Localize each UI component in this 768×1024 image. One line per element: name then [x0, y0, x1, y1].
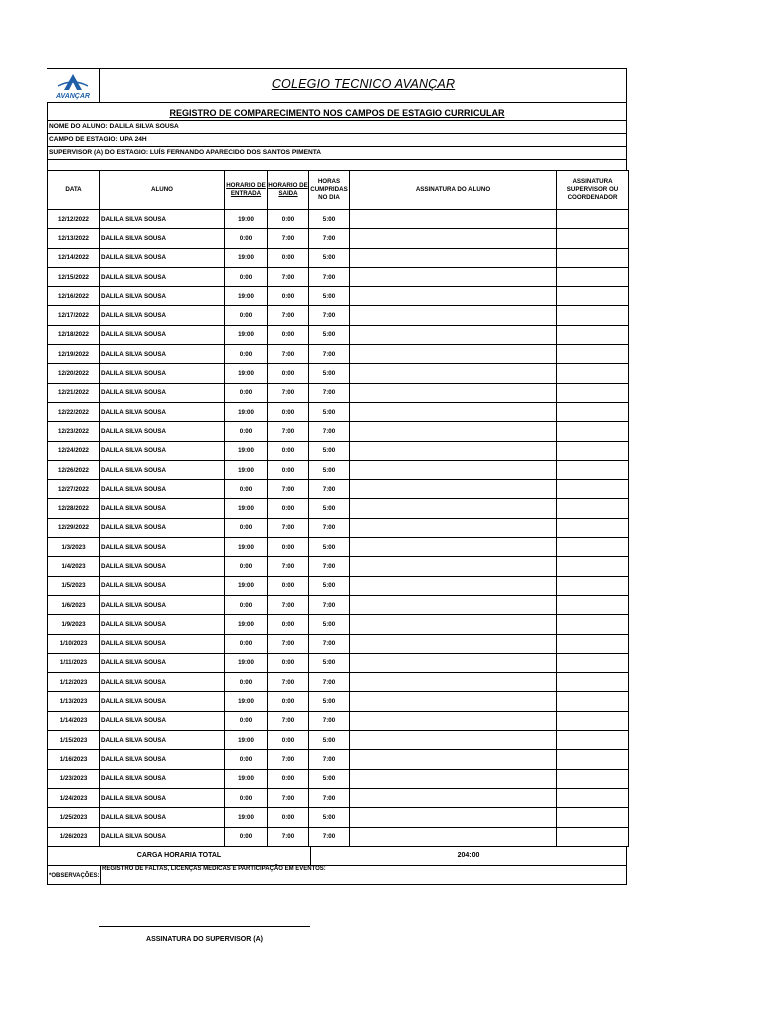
cell-assinatura-supervisor[interactable] — [557, 287, 629, 306]
cell-aluno: DALILA SILVA SOUSA — [100, 827, 225, 846]
cell-aluno: DALILA SILVA SOUSA — [100, 229, 225, 248]
cell-assinatura-aluno[interactable] — [350, 538, 557, 557]
cell-assinatura-supervisor[interactable] — [557, 306, 629, 325]
cell-entrada: 0:00 — [225, 267, 268, 286]
cell-data: 1/12/2023 — [48, 673, 100, 692]
cell-data: 1/6/2023 — [48, 595, 100, 614]
cell-saida: 0:00 — [268, 364, 309, 383]
cell-horas: 5:00 — [309, 402, 350, 421]
logo-text: AVANÇAR — [56, 93, 90, 100]
cell-data: 12/18/2022 — [48, 325, 100, 344]
col-header-saida: HORARIO DE SAIDA — [268, 171, 309, 210]
cell-aluno: DALILA SILVA SOUSA — [100, 480, 225, 499]
cell-assinatura-aluno[interactable] — [350, 673, 557, 692]
cell-assinatura-supervisor[interactable] — [557, 595, 629, 614]
cell-entrada: 0:00 — [225, 422, 268, 441]
cell-entrada: 0:00 — [225, 711, 268, 730]
table-row — [48, 538, 629, 557]
table-row — [48, 653, 629, 672]
supervisor-row: SUPERVISOR (A) DO ESTAGIO: LUÍS FERNANDO APARECIDO DOS SANTOS PIMENTA — [47, 146, 627, 159]
cell-entrada: 0:00 — [225, 518, 268, 537]
table-row — [48, 480, 629, 499]
cell-assinatura-supervisor[interactable] — [557, 634, 629, 653]
cell-assinatura-aluno[interactable] — [350, 441, 557, 460]
cell-horas: 5:00 — [309, 731, 350, 750]
cell-assinatura-supervisor[interactable] — [557, 673, 629, 692]
cell-assinatura-supervisor[interactable] — [557, 557, 629, 576]
cell-horas: 7:00 — [309, 518, 350, 537]
cell-aluno: DALILA SILVA SOUSA — [100, 345, 225, 364]
spacer-row — [47, 159, 627, 170]
cell-data: 1/4/2023 — [48, 557, 100, 576]
cell-entrada: 0:00 — [225, 557, 268, 576]
cell-assinatura-aluno[interactable] — [350, 769, 557, 788]
table-row — [48, 499, 629, 518]
table-row — [48, 441, 629, 460]
cell-horas: 5:00 — [309, 692, 350, 711]
cell-assinatura-aluno[interactable] — [350, 731, 557, 750]
cell-assinatura-aluno[interactable] — [350, 287, 557, 306]
cell-assinatura-aluno[interactable] — [350, 692, 557, 711]
cell-saida: 7:00 — [268, 345, 309, 364]
table-row — [48, 287, 629, 306]
internship-field-row: CAMPO DE ESTAGIO: UPA 24H — [47, 133, 627, 146]
cell-data: 1/5/2023 — [48, 576, 100, 595]
cell-aluno: DALILA SILVA SOUSA — [100, 673, 225, 692]
cell-assinatura-supervisor[interactable] — [557, 480, 629, 499]
cell-assinatura-supervisor[interactable] — [557, 325, 629, 344]
cell-saida: 0:00 — [268, 538, 309, 557]
cell-assinatura-aluno[interactable] — [350, 402, 557, 421]
cell-aluno: DALILA SILVA SOUSA — [100, 383, 225, 402]
cell-data: 12/15/2022 — [48, 267, 100, 286]
cell-entrada: 19:00 — [225, 538, 268, 557]
sheet-header — [47, 68, 627, 102]
cell-assinatura-aluno[interactable] — [350, 364, 557, 383]
attendance-sheet — [47, 68, 627, 885]
cell-entrada: 19:00 — [225, 287, 268, 306]
cell-data: 1/24/2023 — [48, 788, 100, 807]
cell-entrada: 19:00 — [225, 653, 268, 672]
cell-aluno: DALILA SILVA SOUSA — [100, 692, 225, 711]
cell-data: 1/16/2023 — [48, 750, 100, 769]
cell-entrada: 19:00 — [225, 499, 268, 518]
cell-horas: 5:00 — [309, 576, 350, 595]
cell-saida: 7:00 — [268, 557, 309, 576]
cell-aluno: DALILA SILVA SOUSA — [100, 557, 225, 576]
cell-assinatura-aluno[interactable] — [350, 653, 557, 672]
table-row — [48, 576, 629, 595]
school-logo — [47, 68, 99, 102]
cell-assinatura-supervisor[interactable] — [557, 460, 629, 479]
cell-entrada: 0:00 — [225, 673, 268, 692]
table-row — [48, 673, 629, 692]
cell-entrada: 0:00 — [225, 634, 268, 653]
cell-assinatura-aluno[interactable] — [350, 576, 557, 595]
cell-aluno: DALILA SILVA SOUSA — [100, 306, 225, 325]
col-header-data: DATA — [48, 171, 100, 210]
cell-horas: 7:00 — [309, 557, 350, 576]
cell-saida: 0:00 — [268, 499, 309, 518]
cell-assinatura-aluno[interactable] — [350, 827, 557, 846]
cell-assinatura-supervisor[interactable] — [557, 499, 629, 518]
cell-aluno: DALILA SILVA SOUSA — [100, 788, 225, 807]
cell-data: 1/14/2023 — [48, 711, 100, 730]
cell-aluno: DALILA SILVA SOUSA — [100, 653, 225, 672]
cell-data: 1/15/2023 — [48, 731, 100, 750]
cell-assinatura-supervisor[interactable] — [557, 827, 629, 846]
cell-aluno: DALILA SILVA SOUSA — [100, 769, 225, 788]
cell-assinatura-supervisor[interactable] — [557, 402, 629, 421]
cell-assinatura-aluno[interactable] — [350, 634, 557, 653]
cell-assinatura-supervisor[interactable] — [557, 518, 629, 537]
table-header-row — [48, 171, 629, 210]
cell-saida: 7:00 — [268, 634, 309, 653]
cell-assinatura-supervisor[interactable] — [557, 615, 629, 634]
school-title: COLEGIO TECNICO AVANÇAR — [271, 77, 456, 91]
cell-assinatura-supervisor[interactable] — [557, 576, 629, 595]
cell-saida: 0:00 — [268, 653, 309, 672]
table-row — [48, 248, 629, 267]
cell-horas: 7:00 — [309, 229, 350, 248]
cell-data: 12/24/2022 — [48, 441, 100, 460]
cell-horas: 7:00 — [309, 827, 350, 846]
cell-entrada: 19:00 — [225, 441, 268, 460]
cell-entrada: 0:00 — [225, 229, 268, 248]
cell-saida: 0:00 — [268, 576, 309, 595]
observations-label: *OBSERVAÇÕES: — [48, 866, 101, 884]
cell-assinatura-aluno[interactable] — [350, 267, 557, 286]
cell-horas: 5:00 — [309, 210, 350, 229]
table-row — [48, 210, 629, 229]
cell-data: 1/23/2023 — [48, 769, 100, 788]
cell-data: 12/19/2022 — [48, 345, 100, 364]
table-row — [48, 306, 629, 325]
cell-aluno: DALILA SILVA SOUSA — [100, 441, 225, 460]
cell-saida: 0:00 — [268, 441, 309, 460]
cell-assinatura-supervisor[interactable] — [557, 364, 629, 383]
cell-entrada: 0:00 — [225, 383, 268, 402]
cell-horas: 5:00 — [309, 769, 350, 788]
cell-assinatura-aluno[interactable] — [350, 422, 557, 441]
cell-assinatura-supervisor[interactable] — [557, 441, 629, 460]
cell-saida: 0:00 — [268, 325, 309, 344]
cell-aluno: DALILA SILVA SOUSA — [100, 538, 225, 557]
cell-assinatura-aluno[interactable] — [350, 248, 557, 267]
table-row — [48, 402, 629, 421]
cell-assinatura-aluno[interactable] — [350, 595, 557, 614]
cell-horas: 5:00 — [309, 460, 350, 479]
cell-horas: 5:00 — [309, 441, 350, 460]
cell-data: 12/21/2022 — [48, 383, 100, 402]
table-row — [48, 634, 629, 653]
cell-data: 12/16/2022 — [48, 287, 100, 306]
cell-entrada: 19:00 — [225, 808, 268, 827]
cell-saida: 0:00 — [268, 692, 309, 711]
cell-aluno: DALILA SILVA SOUSA — [100, 634, 225, 653]
table-row — [48, 460, 629, 479]
table-row — [48, 557, 629, 576]
table-row — [48, 769, 629, 788]
cell-assinatura-aluno[interactable] — [350, 460, 557, 479]
cell-saida: 7:00 — [268, 711, 309, 730]
cell-data: 1/26/2023 — [48, 827, 100, 846]
cell-assinatura-supervisor[interactable] — [557, 788, 629, 807]
cell-data: 1/25/2023 — [48, 808, 100, 827]
cell-saida: 0:00 — [268, 769, 309, 788]
cell-aluno: DALILA SILVA SOUSA — [100, 750, 225, 769]
cell-assinatura-supervisor[interactable] — [557, 538, 629, 557]
cell-saida: 7:00 — [268, 267, 309, 286]
table-row — [48, 364, 629, 383]
cell-aluno: DALILA SILVA SOUSA — [100, 595, 225, 614]
cell-aluno: DALILA SILVA SOUSA — [100, 402, 225, 421]
col-header-horas: HORAS CUMPRIDAS NO DIA — [309, 171, 350, 210]
cell-horas: 7:00 — [309, 306, 350, 325]
cell-assinatura-aluno[interactable] — [350, 615, 557, 634]
cell-aluno: DALILA SILVA SOUSA — [100, 210, 225, 229]
attendance-rows — [48, 210, 629, 847]
cell-assinatura-aluno[interactable] — [350, 518, 557, 537]
cell-horas: 5:00 — [309, 364, 350, 383]
cell-saida: 7:00 — [268, 750, 309, 769]
cell-horas: 7:00 — [309, 788, 350, 807]
cell-horas: 5:00 — [309, 325, 350, 344]
signature-line — [99, 926, 310, 927]
cell-data: 1/10/2023 — [48, 634, 100, 653]
cell-data: 1/11/2023 — [48, 653, 100, 672]
cell-assinatura-supervisor[interactable] — [557, 769, 629, 788]
cell-data: 12/13/2022 — [48, 229, 100, 248]
cell-entrada: 19:00 — [225, 692, 268, 711]
cell-saida: 0:00 — [268, 248, 309, 267]
total-label: CARGA HORARIA TOTAL — [48, 847, 311, 865]
table-row — [48, 422, 629, 441]
cell-assinatura-aluno[interactable] — [350, 210, 557, 229]
cell-horas: 7:00 — [309, 345, 350, 364]
cell-horas: 5:00 — [309, 499, 350, 518]
cell-saida: 7:00 — [268, 383, 309, 402]
cell-entrada: 19:00 — [225, 248, 268, 267]
cell-assinatura-aluno[interactable] — [350, 711, 557, 730]
cell-assinatura-aluno[interactable] — [350, 345, 557, 364]
cell-assinatura-supervisor[interactable] — [557, 731, 629, 750]
cell-assinatura-aluno[interactable] — [350, 499, 557, 518]
cell-horas: 5:00 — [309, 287, 350, 306]
cell-saida: 0:00 — [268, 402, 309, 421]
cell-data: 12/23/2022 — [48, 422, 100, 441]
attendance-table — [47, 170, 629, 847]
cell-horas: 7:00 — [309, 422, 350, 441]
cell-horas: 5:00 — [309, 615, 350, 634]
cell-data: 1/13/2023 — [48, 692, 100, 711]
table-row — [48, 267, 629, 286]
cell-data: 12/29/2022 — [48, 518, 100, 537]
observations-text: REGISTRO DE FALTAS, LICENÇAS MEDICAS E PARTICIPAÇÃO EM EVENTOS: — [102, 865, 326, 872]
title-box — [99, 68, 627, 102]
table-row — [48, 615, 629, 634]
cell-aluno: DALILA SILVA SOUSA — [100, 325, 225, 344]
cell-assinatura-supervisor[interactable] — [557, 210, 629, 229]
cell-assinatura-aluno[interactable] — [350, 306, 557, 325]
table-row — [48, 711, 629, 730]
cell-assinatura-aluno[interactable] — [350, 557, 557, 576]
cell-entrada: 0:00 — [225, 750, 268, 769]
cell-horas: 7:00 — [309, 711, 350, 730]
cell-assinatura-supervisor[interactable] — [557, 750, 629, 769]
cell-horas: 7:00 — [309, 595, 350, 614]
cell-assinatura-supervisor[interactable] — [557, 808, 629, 827]
cell-aluno: DALILA SILVA SOUSA — [100, 422, 225, 441]
cell-entrada: 19:00 — [225, 769, 268, 788]
cell-entrada: 19:00 — [225, 402, 268, 421]
cell-aluno: DALILA SILVA SOUSA — [100, 711, 225, 730]
cell-saida: 7:00 — [268, 480, 309, 499]
cell-aluno: DALILA SILVA SOUSA — [100, 287, 225, 306]
cell-assinatura-aluno[interactable] — [350, 808, 557, 827]
cell-saida: 7:00 — [268, 306, 309, 325]
cell-aluno: DALILA SILVA SOUSA — [100, 615, 225, 634]
cell-horas: 5:00 — [309, 538, 350, 557]
table-row — [48, 229, 629, 248]
cell-assinatura-aluno[interactable] — [350, 383, 557, 402]
cell-entrada: 19:00 — [225, 325, 268, 344]
cell-horas: 7:00 — [309, 480, 350, 499]
col-header-assinatura-aluno: ASSINATURA DO ALUNO — [350, 171, 557, 210]
cell-entrada: 19:00 — [225, 210, 268, 229]
cell-horas: 5:00 — [309, 653, 350, 672]
cell-data: 1/3/2023 — [48, 538, 100, 557]
cell-data: 12/12/2022 — [48, 210, 100, 229]
cell-data: 12/14/2022 — [48, 248, 100, 267]
total-value: 204:00 — [457, 851, 480, 859]
cell-data: 12/22/2022 — [48, 402, 100, 421]
table-row — [48, 750, 629, 769]
cell-saida: 0:00 — [268, 460, 309, 479]
table-row — [48, 325, 629, 344]
cell-assinatura-supervisor[interactable] — [557, 422, 629, 441]
cell-horas: 7:00 — [309, 267, 350, 286]
cell-entrada: 0:00 — [225, 345, 268, 364]
cell-saida: 0:00 — [268, 808, 309, 827]
cell-assinatura-supervisor[interactable] — [557, 345, 629, 364]
cell-assinatura-supervisor[interactable] — [557, 711, 629, 730]
cell-assinatura-supervisor[interactable] — [557, 383, 629, 402]
cell-entrada: 0:00 — [225, 827, 268, 846]
cell-horas: 5:00 — [309, 808, 350, 827]
cell-entrada: 0:00 — [225, 788, 268, 807]
cell-aluno: DALILA SILVA SOUSA — [100, 460, 225, 479]
cell-saida: 7:00 — [268, 595, 309, 614]
table-row — [48, 383, 629, 402]
cell-entrada: 19:00 — [225, 460, 268, 479]
cell-assinatura-supervisor[interactable] — [557, 267, 629, 286]
cell-aluno: DALILA SILVA SOUSA — [100, 731, 225, 750]
cell-data: 12/28/2022 — [48, 499, 100, 518]
cell-saida: 0:00 — [268, 615, 309, 634]
table-row — [48, 345, 629, 364]
table-row — [48, 692, 629, 711]
cell-assinatura-aluno[interactable] — [350, 750, 557, 769]
cell-data: 12/17/2022 — [48, 306, 100, 325]
cell-aluno: DALILA SILVA SOUSA — [100, 518, 225, 537]
cell-saida: 7:00 — [268, 673, 309, 692]
cell-aluno: DALILA SILVA SOUSA — [100, 248, 225, 267]
table-row — [48, 518, 629, 537]
cell-entrada: 0:00 — [225, 306, 268, 325]
cell-data: 12/27/2022 — [48, 480, 100, 499]
cell-saida: 7:00 — [268, 788, 309, 807]
table-row — [48, 595, 629, 614]
cell-aluno: DALILA SILVA SOUSA — [100, 364, 225, 383]
cell-entrada: 19:00 — [225, 615, 268, 634]
cell-assinatura-supervisor[interactable] — [557, 653, 629, 672]
cell-horas: 7:00 — [309, 750, 350, 769]
registro-title: REGISTRO DE COMPARECIMENTO NOS CAMPOS DE ESTAGIO CURRICULAR — [47, 102, 627, 120]
cell-assinatura-supervisor[interactable] — [557, 229, 629, 248]
table-row — [48, 808, 629, 827]
cell-assinatura-aluno[interactable] — [350, 325, 557, 344]
cell-saida: 0:00 — [268, 210, 309, 229]
observations-row — [47, 866, 627, 885]
cell-assinatura-supervisor[interactable] — [557, 248, 629, 267]
cell-assinatura-aluno[interactable] — [350, 229, 557, 248]
cell-horas: 5:00 — [309, 248, 350, 267]
cell-horas: 7:00 — [309, 634, 350, 653]
cell-saida: 7:00 — [268, 422, 309, 441]
school-logo-icon — [47, 68, 99, 102]
col-header-entrada: HORARIO DE ENTRADA — [225, 171, 268, 210]
cell-assinatura-aluno[interactable] — [350, 480, 557, 499]
table-row — [48, 788, 629, 807]
cell-aluno: DALILA SILVA SOUSA — [100, 576, 225, 595]
cell-horas: 7:00 — [309, 383, 350, 402]
total-row — [47, 847, 627, 866]
cell-aluno: DALILA SILVA SOUSA — [100, 808, 225, 827]
col-header-assinatura-supervisor: ASSINATURA SUPERVISOR OU COORDENADOR — [557, 171, 629, 210]
cell-horas: 7:00 — [309, 673, 350, 692]
cell-saida: 7:00 — [268, 229, 309, 248]
signature-label: ASSINATURA DO SUPERVISOR (A) — [146, 936, 263, 943]
cell-aluno: DALILA SILVA SOUSA — [100, 267, 225, 286]
cell-entrada: 19:00 — [225, 364, 268, 383]
cell-saida: 0:00 — [268, 731, 309, 750]
table-row — [48, 827, 629, 846]
cell-entrada: 19:00 — [225, 731, 268, 750]
cell-entrada: 0:00 — [225, 595, 268, 614]
cell-data: 1/9/2023 — [48, 615, 100, 634]
cell-data: 12/20/2022 — [48, 364, 100, 383]
cell-saida: 0:00 — [268, 287, 309, 306]
cell-saida: 7:00 — [268, 518, 309, 537]
col-header-aluno: ALUNO — [100, 171, 225, 210]
cell-entrada: 19:00 — [225, 576, 268, 595]
cell-entrada: 0:00 — [225, 480, 268, 499]
table-row — [48, 731, 629, 750]
cell-aluno: DALILA SILVA SOUSA — [100, 499, 225, 518]
cell-saida: 7:00 — [268, 827, 309, 846]
cell-data: 12/26/2022 — [48, 460, 100, 479]
cell-assinatura-supervisor[interactable] — [557, 692, 629, 711]
student-name-row: NOME DO ALUNO: DALILA SILVA SOUSA — [47, 120, 627, 133]
cell-assinatura-aluno[interactable] — [350, 788, 557, 807]
